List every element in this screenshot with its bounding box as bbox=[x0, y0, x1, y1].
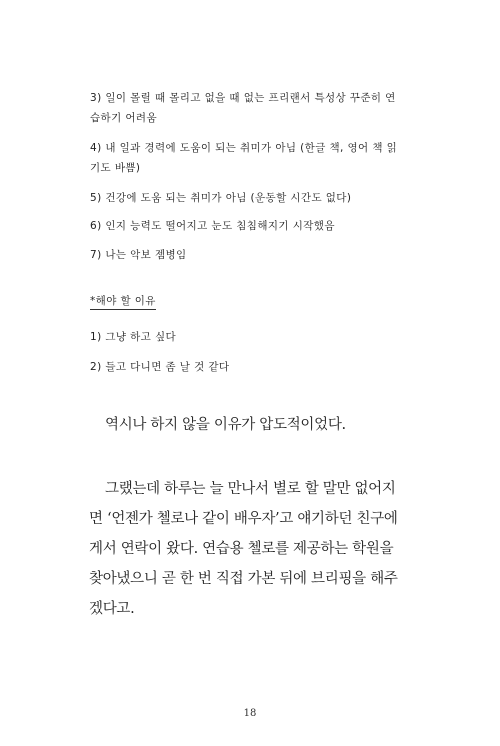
paragraph-1 bbox=[89, 410, 409, 440]
paragraph-2-line: 게서 연락이 왔다. 연습용 첼로를 제공하는 학원을 bbox=[89, 541, 394, 557]
paragraph-2-line: 찾아냈으니 곧 한 번 직접 가본 뒤에 브리핑을 해주 bbox=[89, 571, 398, 587]
reasons-do-heading: *해야 할 이유 bbox=[90, 293, 156, 310]
reason-4-line-2: 기도 바쁨) bbox=[90, 162, 141, 174]
page-number: 18 bbox=[243, 708, 257, 719]
reason-do-2: 2) 들고 다니면 좀 날 것 같다 bbox=[90, 361, 230, 373]
reason-4-line-1: 4) 내 일과 경력에 도움이 되는 취미가 아님 (한글 책, 영어 책 읽 bbox=[90, 142, 398, 154]
reason-3-line-1: 3) 일이 몰릴 때 몰리고 없을 때 없는 프리랜서 특성상 꾸준히 연 bbox=[90, 92, 396, 104]
paragraph-2-line: 그랬는데 하루는 늘 만나서 별로 할 말만 없어지 bbox=[105, 481, 396, 497]
paragraph-2-line: 겠다고. bbox=[89, 601, 135, 617]
paragraph-2-line: 면 ‘언젠가 첼로나 같이 배우자’고 얘기하던 친구에 bbox=[89, 511, 398, 527]
reason-5: 5) 건강에 도움 되는 취미가 아님 (운동할 시간도 없다) bbox=[90, 192, 352, 204]
paragraph-2 bbox=[89, 474, 409, 624]
reason-6: 6) 인지 능력도 떨어지고 눈도 침침해지기 시작했음 bbox=[90, 220, 335, 232]
paragraph-1-text: 역시나 하지 않을 이유가 압도적이었다. bbox=[105, 417, 346, 433]
reason-do-1: 1) 그냥 하고 싶다 bbox=[90, 331, 177, 343]
reason-7: 7) 나는 악보 젬병임 bbox=[90, 249, 187, 261]
reason-3-line-2: 습하기 어려움 bbox=[90, 112, 157, 124]
